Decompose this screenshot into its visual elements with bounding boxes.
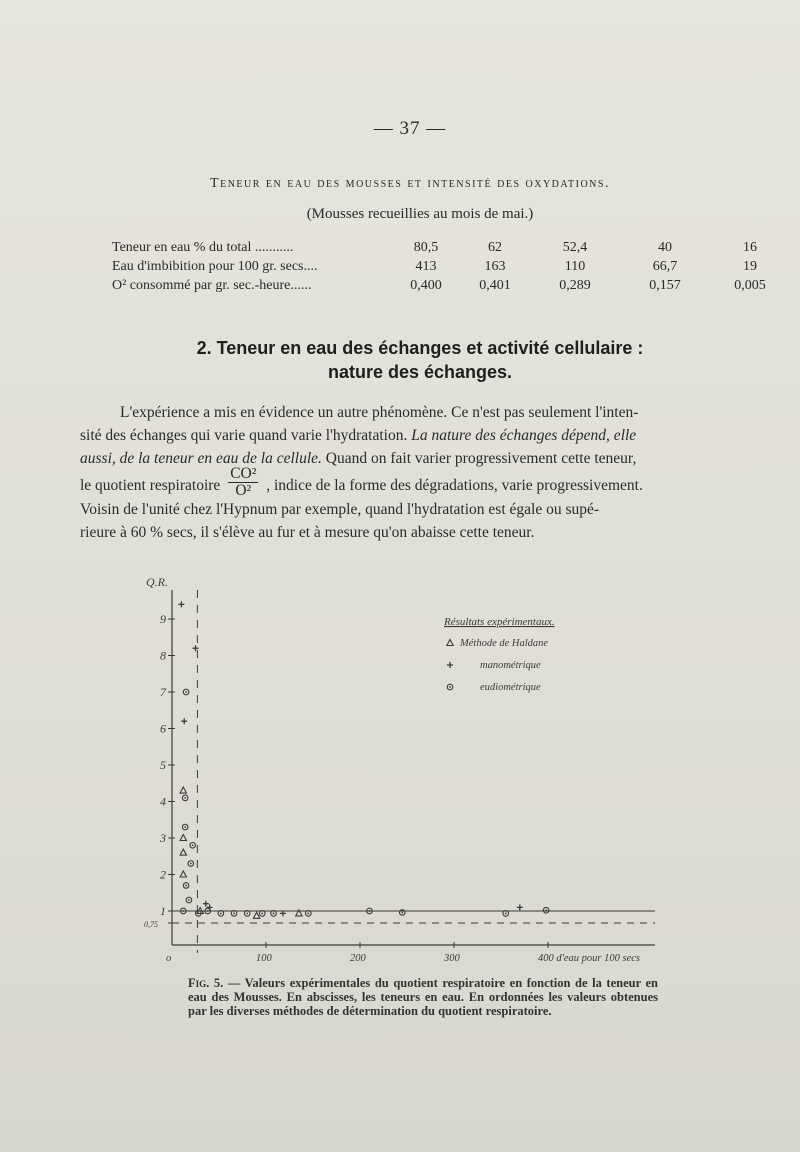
figure-number: Fig. 5. [188, 976, 224, 990]
table-cell: 0,400 [410, 277, 442, 293]
x-tick-label: o [166, 953, 172, 964]
table-cell: 66,7 [652, 258, 678, 274]
row-label: Teneur en eau % du total ........... [112, 239, 294, 255]
fraction-numerator: CO² [230, 465, 257, 482]
fraction-denominator: O² [235, 482, 252, 499]
x-tick-label: 100 [256, 953, 272, 964]
table-cell: 80,5 [413, 239, 439, 255]
y-tick-label: 7 [160, 685, 166, 699]
data-point-circle-dot [505, 913, 507, 915]
table-cell: 19 [743, 258, 757, 274]
y-tick-label: 8 [160, 648, 166, 663]
italic-text: La nature des échanges dépend, elle [411, 427, 637, 444]
table-subtitle: (Mousses recueillies au mois de mai.) [306, 206, 534, 222]
text-span: le quotient respiratoire [80, 477, 221, 495]
data-point-triangle [180, 835, 186, 841]
text-line: L'expérience a mis en évidence un autre phénomène. Ce n'est pas seulement l'inten- [120, 404, 639, 421]
data-point-triangle [180, 849, 186, 855]
table-cell: 110 [564, 258, 586, 274]
data-point-plus [517, 904, 523, 910]
table-cell: 0,157 [649, 277, 681, 293]
data-point-circle-dot [246, 913, 248, 915]
data-point-circle-dot [188, 899, 190, 901]
data-point-circle-dot [307, 913, 309, 915]
text-line: rieure à 60 % secs, il s'élève au fur et à mesure qu'on abaisse cette teneur. [80, 524, 535, 541]
data-point-circle-dot [545, 909, 547, 911]
caption-text: — Valeurs expérimentales du quotient respiratoire en fonction de la teneur en eau des Mousses. En abscisses, les teneurs en eau. En ordonnées les valeurs obtenues par les diverses méthodes de détermination du quotient respiratoire. [188, 976, 658, 1018]
data-point-triangle [180, 871, 186, 877]
text-span: , indice de la forme des dégradations, varie progressivement. [266, 477, 643, 495]
italic-text: aussi, de la teneur en eau de la cellule. [80, 450, 322, 467]
data-point-plus [203, 901, 209, 907]
table-row [112, 276, 780, 295]
x-tick-label: 300 [444, 953, 460, 964]
table-cell: 52,4 [562, 239, 588, 255]
figure-caption [188, 976, 658, 1018]
section-heading-line: 2. Teneur en eau des échanges et activité cellulaire : [196, 338, 644, 358]
data-point-circle-dot [273, 913, 275, 915]
x-tick-label: 400 d'eau pour 100 secs [538, 953, 640, 964]
row-label: Eau d'imbibition pour 100 gr. secs.... [112, 258, 318, 274]
text-line [80, 424, 750, 447]
data-point-circle-dot [449, 686, 451, 688]
y-tick-label: 5 [160, 758, 166, 772]
x-tick-label: 200 [350, 953, 366, 964]
y-tick-label: 4 [160, 794, 166, 809]
data-point-circle-dot [233, 913, 235, 915]
y-tick-label: 6 [160, 721, 166, 736]
data-point-circle-dot [401, 912, 403, 914]
data-point-plus [447, 662, 453, 668]
legend-label: Méthode de Haldane [460, 638, 549, 649]
table-cell: 62 [488, 239, 502, 255]
data-point-circle-dot [184, 826, 186, 828]
data-point-circle-dot [184, 797, 186, 799]
text-line: Voisin de l'unité chez l'Hypnum par exemple, quand l'hydratation est égale ou supé- [80, 501, 600, 518]
page-number: — 37 — [373, 118, 447, 139]
table-cell: 0,289 [559, 277, 591, 293]
legend-label: eudiométrique [480, 682, 541, 693]
data-point-circle-dot [190, 863, 192, 865]
table-cell: 163 [484, 258, 506, 274]
table-row [112, 238, 780, 257]
text-line [80, 447, 750, 470]
data-point-circle-dot [192, 844, 194, 846]
data-point-triangle [447, 640, 453, 646]
table-cell: 0,401 [479, 277, 511, 293]
data-point-circle-dot [182, 910, 184, 912]
table-cell: 413 [415, 258, 437, 274]
data-point-circle-dot [197, 913, 199, 915]
body-paragraph [80, 401, 750, 470]
legend-label: manométrique [480, 660, 541, 671]
section-heading-line: nature des échanges. [327, 362, 513, 382]
data-point-triangle [180, 787, 186, 793]
y-tick-label: 2 [160, 867, 166, 882]
y-tick-label: 3 [160, 831, 166, 845]
table-cell: 16 [743, 239, 757, 255]
table-cell: 0,005 [734, 277, 766, 293]
data-table [112, 238, 780, 295]
data-point-circle-dot [185, 885, 187, 887]
row-label: O² consommé par gr. sec.-heure...... [112, 277, 312, 293]
fraction [228, 466, 258, 499]
data-point-plus [178, 601, 184, 607]
scatter-chart [140, 575, 670, 970]
data-point-circle-dot [220, 913, 222, 915]
y-tick-label: 9 [160, 612, 166, 626]
table-row [112, 257, 780, 276]
data-point-circle-dot [369, 910, 371, 912]
legend-title: Résultats expérimentaux. [444, 616, 555, 628]
table-cell: 40 [658, 239, 672, 255]
y-axis-label: Q.R. [146, 575, 168, 589]
section-heading [80, 336, 760, 384]
text-span: sité des échanges qui varie quand varie l'hydratation. [80, 427, 412, 444]
data-point-triangle [253, 912, 259, 918]
table-title: Teneur en eau des mousses et intensité des oxydations. [210, 176, 610, 191]
text-span: Quand on fait varier progressivement cette teneur, [321, 450, 637, 467]
data-point-circle-dot [261, 913, 263, 915]
y-tick-label: 1 [160, 904, 166, 918]
body-paragraph-end [80, 498, 750, 544]
data-point-circle-dot [207, 910, 209, 912]
y-tick-label: 0,75 [144, 920, 158, 929]
data-point-circle-dot [185, 691, 187, 693]
data-point-plus [181, 718, 187, 724]
